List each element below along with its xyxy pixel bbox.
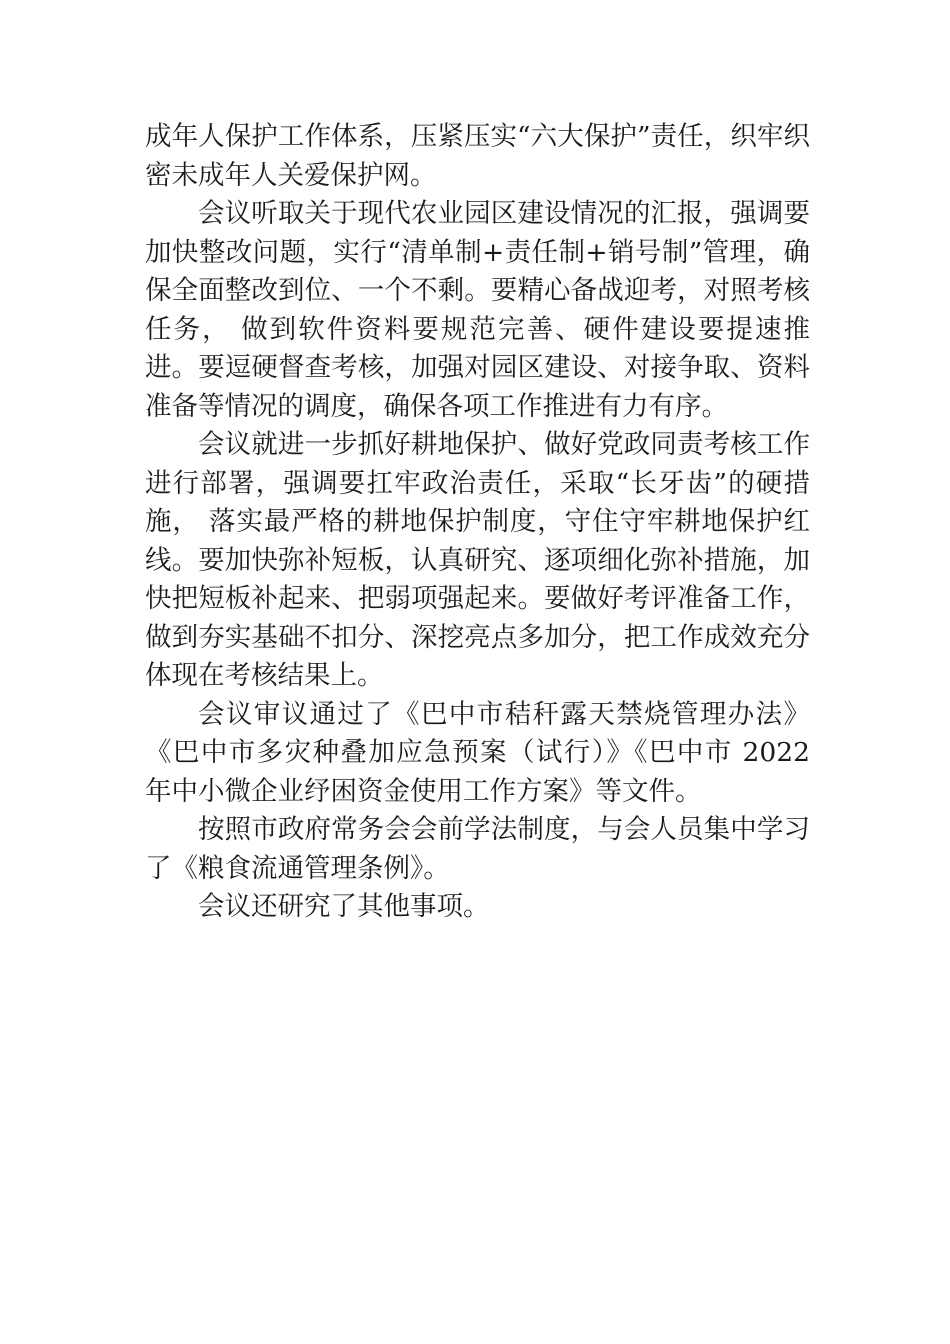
paragraph-continuation: 成年人保护工作体系，压紧压实“六大保护”责任，织牢织密未成年人关爱保护网。	[145, 121, 810, 191]
paragraph-other-matters: 会议还研究了其他事项。	[198, 891, 490, 922]
paragraph-farmland-protection: 会议就进一步抓好耕地保护、做好党政同责考核工作进行部署，强调要扛牢政治责任，采取“长牙齿”的硬措施， 落实最严格的耕地保护制度，守住守牢耕地保护红线。要加快弥补短板，认真研究、逐项细化弥补措施，加快把短板补起来、把弱项强起来。要做好考评准备工作，做到夯实基础不扣分、深挖亮点多加分，把工作成效充分体现在考核结果上。	[145, 429, 810, 691]
paragraph-law-study: 按照市政府常务会会前学法制度，与会人员集中学习了《粮食流通管理条例》。	[145, 814, 810, 884]
paragraph-agricultural-park: 会议听取关于现代农业园区建设情况的汇报，强调要加快整改问题，实行“清单制+责任制+销号制”管理，确保全面整改到位、一个不剩。要精心备战迎考，对照考核任务， 做到软件资料要规范完善、硬件建设要提速推进。要逗硬督查考核，加强对园区建设、对接争取、资料准备等情况的调度，确保各项工作推进有力有序。	[145, 198, 810, 422]
document-page	[145, 118, 810, 927]
paragraph-documents-approved: 会议审议通过了《巴中市秸秆露天禁烧管理办法》《巴中市多灾种叠加应急预案（试行）》《巴中市 2022 年中小微企业纾困资金使用工作方案》等文件。	[145, 698, 810, 807]
